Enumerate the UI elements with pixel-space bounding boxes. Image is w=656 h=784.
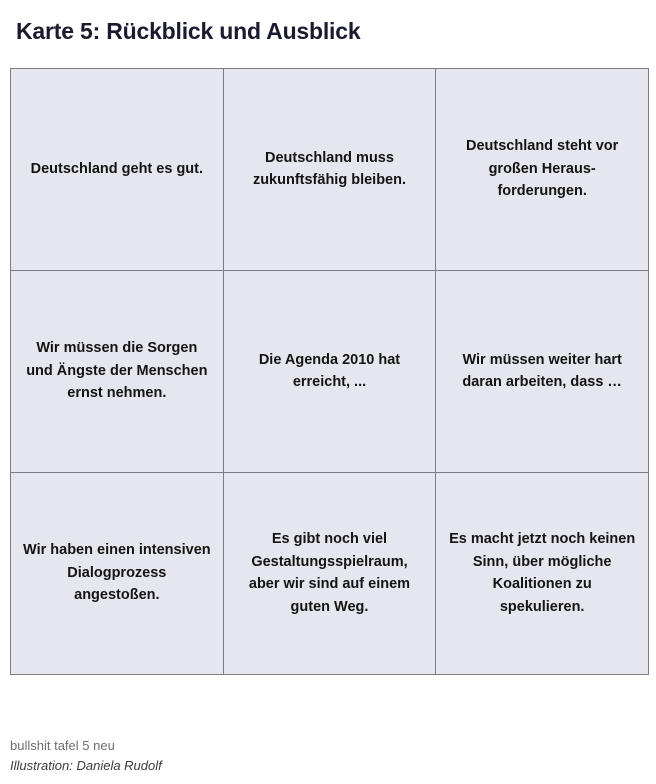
page-title: Karte 5: Rückblick und Ausblick [16, 18, 361, 44]
grid-cell-text: Wir haben einen intensiven Dialogprozess angestoßen. [23, 542, 211, 604]
table-row [11, 472, 649, 674]
bingo-table [10, 68, 649, 675]
grid-cell-text: Deutschland geht es gut. [30, 160, 204, 177]
grid-cell-text: Die Agenda 2010 hat erreicht, ... [258, 351, 401, 391]
grid-cell-1-1[interactable] [11, 68, 224, 270]
footer [10, 736, 649, 776]
grid-cell-text: Es gibt noch viel Gestaltungsspielraum, aber wir sind auf einem guten Weg. [248, 531, 411, 615]
table-row [11, 68, 649, 270]
grid-cell-1-2[interactable] [223, 68, 436, 270]
grid-cell-text: Deutschland muss zukunftsfähig bleiben. [252, 149, 407, 189]
grid-cell-3-3[interactable] [436, 472, 649, 674]
table-row [11, 270, 649, 472]
grid-cell-3-2[interactable] [223, 472, 436, 674]
grid-cell-text: Es macht jetzt noch keinen Sinn, über mögliche Koalitionen zu spekulieren. [449, 531, 636, 615]
grid-cell-1-3[interactable] [436, 68, 649, 270]
grid-cell-text: Wir müssen die Sorgen und Ängste der Menschen ernst nehmen. [26, 340, 208, 402]
image-caption: bullshit tafel 5 neu [10, 737, 115, 753]
grid-cell-2-1[interactable] [11, 270, 224, 472]
bingo-grid [10, 68, 649, 675]
grid-cell-3-1[interactable] [11, 472, 224, 674]
grid-cell-2-2[interactable] [223, 270, 436, 472]
grid-cell-2-3[interactable] [436, 270, 649, 472]
grid-cell-text: Wir müssen weiter hart daran arbeiten, dass … [462, 351, 622, 391]
grid-cell-text: Deutschland steht vor großen Heraus-forderungen. [466, 138, 619, 200]
illustration-credit: Illustration: Daniela Rudolf [10, 757, 162, 773]
